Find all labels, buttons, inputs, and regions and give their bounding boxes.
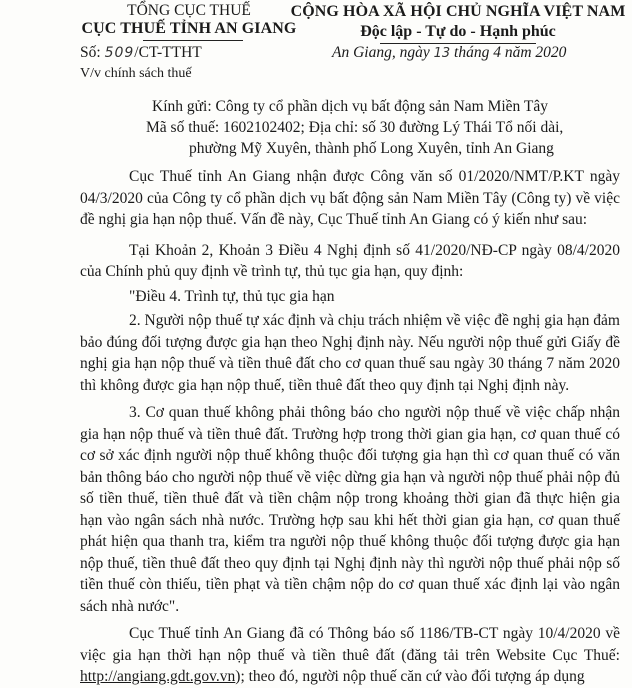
agency-underline	[143, 40, 243, 41]
paragraph: Tại Khoản 2, Khoản 3 Điều 4 Nghị định số 41/2020/NĐ-CP ngày 08/4/2020 của Chính phủ quy định về trình tự, thủ tục gia hạn, quy định:	[80, 241, 620, 280]
recipient-line: Kính gửi: Công ty cổ phần dịch vụ bất động sản Nam Miền Tây	[152, 98, 548, 115]
national-title-block	[286, 2, 630, 42]
recipient-block	[146, 96, 564, 159]
paragraph: Cục Thuế tỉnh An Giang nhận được Công văn số 01/2020/NMT/P.KT ngày 04/3/2020 của Công ty cổ phần dịch vụ bất động sản Nam Miền Tây (Công ty) về việc đề nghị gia hạn nộp thuế. Vấn đề này, Cục Thuế tỉnh An Giang có ý kiến như sau:	[80, 168, 620, 228]
paragraph: 2. Người nộp thuế tự xác định và chịu trách nhiệm về việc đề nghị gia hạn đảm bảo đúng đối tượng được gia hạn theo Nghị định này. Nếu người nộp thuế gửi Giấy đề nghị gia hạn nộp thuế và tiền thuê đất cho cơ quan thuế sau ngày 30 tháng 7 năm 2020 thì không được gia hạn nộp thuế, tiền thuê đất theo quy định tại Nghị định này.	[80, 312, 620, 394]
body-text	[80, 166, 620, 688]
document-date: An Giang, ngày 13 tháng 4 năm 2020	[332, 44, 567, 61]
paragraph: 3. Cơ quan thuế không phải thông báo cho người nộp thuế về việc chấp nhận gia hạn nộp thuế và tiền thuê đất. Trường hợp trong thời gian gia hạn, cơ quan thuế có cơ sở xác định người nộp thuế không thuộc đối tượng gia hạn thì cơ quan thuế có văn bản thông báo cho người nộp thuế về việc dừng gia hạn và người nộp thuế phải nộp đủ số tiền thuế, tiền thuê đất và tiền chậm nộp trong khoảng thời gian đã thực hiện gia hạn vào ngân sách nhà nước. Trường hợp sau khi hết thời gian gia hạn, cơ quan thuế phát hiện qua thanh tra, kiểm tra người nộp thuế không thuộc đối tượng được gia hạn nộp thuế, tiền thuê đất theo quy định tại Nghị định này thì người nộp thuế phải nộp số tiền thuế còn thiếu, tiền phạt và tiền chậm nộp do cơ quan thuế xác định lại vào ngân sách nhà nước".	[80, 404, 620, 615]
handwritten-day: 13	[433, 46, 451, 61]
agency-name: CỤC THUẾ TỈNH AN GIANG	[81, 20, 297, 37]
website-link[interactable]: http://angiang.gdt.gov.vn	[80, 668, 236, 685]
paragraph: Cục Thuế tỉnh An Giang đã có Thông báo số 1186/TB-CT ngày 10/4/2020 về việc gia hạn thời hạn nộp thuế và tiền thuê đất (đăng tải trên Website Cục Thuế: http://angiang.gdt.gov.vn); theo đó, người nộp thuế căn cứ vào đối tượng áp dụng	[80, 625, 620, 685]
recipient-line: phường Mỹ Xuyên, thành phố Long Xuyên, tỉnh An Giang	[189, 140, 554, 157]
document-subject: V/v chính sách thuế	[80, 66, 192, 81]
issuing-agency-block	[64, 2, 314, 38]
paragraph: "Điều 4. Trình tự, thủ tục gia hạn	[129, 287, 335, 305]
document-number: Số: 509/CT-TTHT	[80, 44, 202, 61]
handwritten-number: 509	[104, 45, 135, 61]
parent-agency: TỔNG CỤC THUẾ	[127, 2, 251, 19]
nation-title: CỘNG HÒA XÃ HỘI CHỦ NGHĨA VIỆT NAM	[290, 3, 626, 20]
recipient-line: Mã số thuế: 1602102402; Địa chỉ: số 30 đường Lý Thái Tổ nối dài,	[146, 119, 564, 136]
motto: Độc lập - Tự do - Hạnh phúc	[360, 23, 556, 40]
